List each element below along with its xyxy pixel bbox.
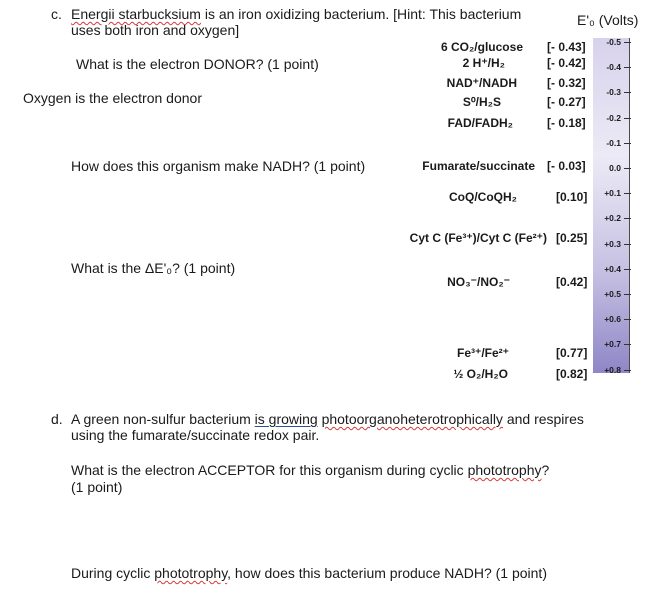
scale-tick-mark	[624, 218, 631, 219]
scale-tick-label: +0.8	[604, 364, 621, 375]
part-d-q1-a: What is the electron ACCEPTOR for this organism during cyclic	[71, 462, 468, 478]
scale-tick-label: +0.5	[604, 289, 621, 299]
part-d-q2-a: During cyclic	[71, 565, 155, 581]
scale-tick-label: +0.3	[604, 238, 621, 249]
scale-tick-label: +0.1	[604, 188, 621, 199]
part-c-question-nadh: How does this organism make NADH? (1 point)	[71, 158, 366, 174]
scale-tick-mark	[624, 168, 631, 169]
scale-tick-label: -0.2	[606, 112, 621, 123]
redox-couple-name: NO₃⁻/NO₂⁻	[447, 275, 510, 289]
part-c-answer-donor[interactable]: Oxygen is the electron donor	[23, 90, 202, 106]
scale-tick-label: +0.6	[604, 314, 621, 325]
scale-tick-mark	[624, 92, 631, 93]
scale-tick-label: 0.0	[609, 163, 621, 173]
redox-couple-name: CoQ/CoQH₂	[449, 190, 517, 204]
redox-couple-name: NAD⁺/NADH	[446, 76, 517, 90]
redox-couple-name: 6 CO₂/glucose	[440, 40, 523, 54]
scale-tick-mark	[624, 370, 631, 371]
scale-tick-mark	[624, 193, 631, 194]
redox-couple-name: Fe³⁺/Fe²⁺	[456, 346, 509, 360]
redox-couple-name: Fumarate/succinate	[422, 159, 535, 173]
part-d-line1	[71, 411, 584, 428]
part-d-q2-c: , how does this bacterium produce NADH? (1 point)	[227, 565, 547, 581]
part-d-q2-spelling: phototrophy	[154, 565, 228, 581]
part-c-letter: c.	[51, 6, 62, 22]
redox-couple-value: [- 0.42]	[547, 56, 586, 70]
redox-couple-name: 2 H⁺/H₂	[462, 56, 505, 70]
scale-tick-mark	[624, 269, 631, 270]
redox-couple-value: [- 0.32]	[547, 76, 586, 90]
redox-couple-value: [0.10]	[556, 190, 588, 204]
redox-couple-name: FAD/FADH₂	[447, 116, 513, 130]
scale-tick-mark	[624, 143, 631, 144]
scale-tick-mark	[624, 42, 631, 43]
redox-couple-name: S⁰/H₂S	[462, 95, 501, 109]
part-d-line1-a: A green non-sulfur bacterium	[71, 411, 255, 427]
redox-couple-value: [- 0.03]	[547, 159, 586, 173]
redox-couple-value: [- 0.43]	[547, 40, 586, 54]
part-d-question-acceptor-points: (1 point)	[71, 479, 123, 495]
part-c-title-rest: is an iron oxidizing bacterium. [Hint: This bacterium	[200, 6, 522, 22]
part-d-line1-grammar: is growing	[254, 411, 318, 427]
scale-tick-mark	[624, 67, 631, 68]
redox-couple-value: [0.77]	[556, 346, 588, 360]
part-d-question-nadh	[71, 565, 547, 582]
scale-tick-label: -0.5	[606, 37, 621, 47]
part-c-title-line2: uses both iron and oxygen]	[71, 22, 240, 38]
redox-couple-value: [0.25]	[556, 231, 588, 245]
part-d-line1-e: and respires	[502, 411, 584, 427]
scale-tick-mark	[624, 118, 631, 119]
scale-tick-mark	[624, 294, 631, 295]
scale-title: E'₀ (Volts)	[577, 12, 639, 28]
redox-couple-value: [- 0.18]	[547, 116, 586, 130]
scale-tick-mark	[624, 319, 631, 320]
scale-tick-mark	[624, 344, 631, 345]
scale-tick-label: +0.7	[604, 339, 621, 350]
part-c-question-donor: What is the electron DONOR? (1 point)	[76, 56, 319, 72]
part-c-question-delta-e: What is the ΔE'₀? (1 point)	[71, 260, 236, 276]
redox-couple-name: ½ O₂/H₂O	[453, 367, 508, 381]
part-d-letter: d.	[51, 411, 63, 427]
part-c-title	[71, 6, 521, 23]
redox-couple-value: [0.42]	[556, 275, 588, 289]
part-d-question-acceptor	[71, 462, 549, 479]
redox-couple-value: [0.82]	[556, 367, 588, 381]
scale-tick-label: +0.4	[604, 263, 621, 274]
scale-tick-label: +0.2	[604, 213, 621, 224]
part-d-line2: using the fumarate/succinate redox pair.	[71, 427, 320, 443]
scale-tick-label: -0.3	[606, 87, 621, 98]
part-d-q1-c: ?	[541, 462, 550, 478]
redox-couple-value: [- 0.27]	[547, 95, 586, 109]
part-d-q1-spelling: phototrophy	[467, 462, 542, 478]
part-d-line1-spelling: photoorganoheterotrophically	[321, 411, 503, 427]
scale-tick-label: -0.1	[606, 137, 621, 148]
redox-couple-name: Cyt C (Fe³⁺)/Cyt C (Fe²⁺)	[409, 231, 547, 245]
scale-tick-mark	[624, 244, 631, 245]
part-c-title-organism: Energii starbucksium	[71, 6, 201, 22]
scale-tick-label: -0.4	[606, 62, 621, 73]
